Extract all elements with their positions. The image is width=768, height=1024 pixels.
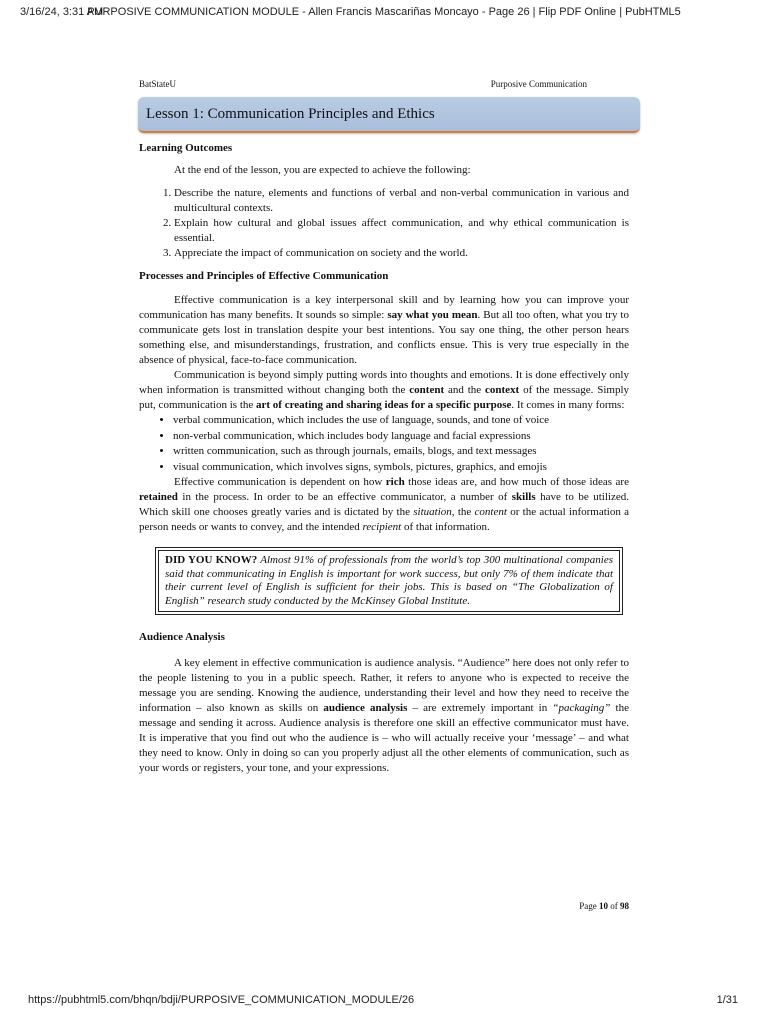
keyword: context [485,384,520,396]
lesson-title-banner [138,97,640,133]
italic-term: situation [413,506,452,518]
print-page-title: PURPOSIVE COMMUNICATION MODULE - Allen Francis Mascariñas Moncayo - Page 26 | Flip PDF Online | PubHTML5 [87,6,681,18]
did-you-know-content [158,550,620,612]
print-footer [0,992,768,1012]
learning-outcomes-list [139,186,629,261]
outcome-item: 2. Explain how cultural and global issues affect communication, and why ethical communication is essential. [174,216,629,246]
form-item: • visual communication, which involves signs, symbols, pictures, graphics, and emojis [173,460,629,476]
running-header [139,76,629,92]
text-run: or the actual information a person needs or wants to convey, and the intended [139,506,629,533]
text-run: of that information. [401,521,490,533]
text-run: in the process. In order to be an effective communicator, a number of [177,491,512,503]
learning-outcomes-intro: At the end of the lesson, you are expected to achieve the following: [174,164,471,176]
page-number [139,901,629,911]
running-header-right: Purposive Communication [490,79,587,89]
did-you-know-label: DID YOU KNOW? [165,554,258,566]
text-run: , the [451,506,475,518]
print-url: https://pubhtml5.com/bhqn/bdji/PURPOSIVE_COMMUNICATION_MODULE/26 [28,994,415,1006]
communication-forms-list [139,413,629,475]
text-run: A key element in effective communication is audience analysis. “Audience” here does not only refer to the people listening to you in a public speech. Rather, it refers to anyone who is expected to receive the message you are sending. Knowing the audience, understanding their level and how they need to receive the information – also known as skills on [139,657,629,714]
print-timestamp: 3/16/24, 3:31 AM [20,6,104,18]
did-you-know-text: Almost 91% of professionals from the world’s top 300 multinational companies said that communicating in English is important for work success, but only 7% of them indicate that their current level of English is sufficient for their jobs. This is based on “The Globalization of English” research study conducted by the McKinsey Global Institute. [165,554,613,607]
text-run: Effective communication is dependent on how [174,476,386,488]
learning-outcomes-heading: Learning Outcomes [139,142,233,154]
page-number-current: 10 [599,901,608,911]
outcome-item: 1. Describe the nature, elements and functions of verbal and non-verbal communication in various and multicultural contexts. [174,186,629,216]
italic-term: “packaging” [552,702,611,714]
text-run: of the message. Simply put, communication is the [139,384,630,411]
text-run: – are extremely important in [407,702,553,714]
print-header [0,0,768,24]
running-header-left: BatStateU [139,79,176,89]
form-item: • non-verbal communication, which includes body language and facial expressions [173,429,629,445]
italic-term: recipient [362,521,402,533]
text-run: . But all too often, what you try to communicate gets lost in translation despite your best intentions. You say one thing, the other person hears something else, and misunderstandings, frustration, and conflicts ensue. This is very true especially in the absence of physical, face-to-face communication. [139,309,629,366]
form-item: • written communication, such as through journals, emails, blogs, and text messages [173,444,629,460]
text-run: . It comes in many forms: [511,399,625,411]
keyword: audience analysis [323,702,408,714]
page-number-prefix: Page [579,901,599,911]
audience-analysis-heading: Audience Analysis [139,631,225,643]
keyword: rich [385,476,405,488]
text-run: Communication is beyond simply putting words into thoughts and emotions. It is done effectively only when information is transmitted without changing both the [139,369,629,396]
keyword: art of creating and sharing ideas for a specific purpose [256,399,512,411]
print-page-count: 1/31 [716,994,738,1006]
lesson-title: Lesson 1: Communication Principles and Ethics [146,105,435,122]
document-page [139,76,629,776]
text-run: Effective communication is a key interpersonal skill and by learning how you can improve your communication has many benefits. It sounds so simple: [139,294,629,321]
text-run: those ideas are, and how much of those ideas are [404,476,629,488]
page-number-of: of [608,901,620,911]
keyword: skills [511,491,536,503]
keyword: retained [139,491,178,503]
keyword: content [409,384,445,396]
form-item: • verbal communication, which includes the use of language, sounds, and tone of voice [173,413,629,429]
processes-paragraph-1 [139,293,629,368]
did-you-know-box [155,547,623,615]
processes-paragraph-2 [139,368,629,413]
processes-heading: Processes and Principles of Effective Communication [139,270,389,282]
text-run: and the [444,384,485,396]
italic-term: content [474,506,507,518]
text-run: have to be utilized. Which skill one chooses greatly varies and is dictated by the [139,491,629,518]
text-run: the message and sending it across. Audience analysis is therefore one skill an effective communicator must have. It is imperative that you find out who the audience is – who will actually receive your ‘message’ – and what they need to know. Only in doing so can you properly adjust all the other elements of communication, such as your words or registers, your tone, and your expressions. [139,702,629,774]
processes-paragraph-3 [139,475,629,535]
keyword: say what you mean [387,309,478,321]
outcome-item: 3. Appreciate the impact of communication on society and the world. [174,246,629,261]
page-number-total: 98 [620,901,629,911]
audience-analysis-paragraph [139,656,629,776]
